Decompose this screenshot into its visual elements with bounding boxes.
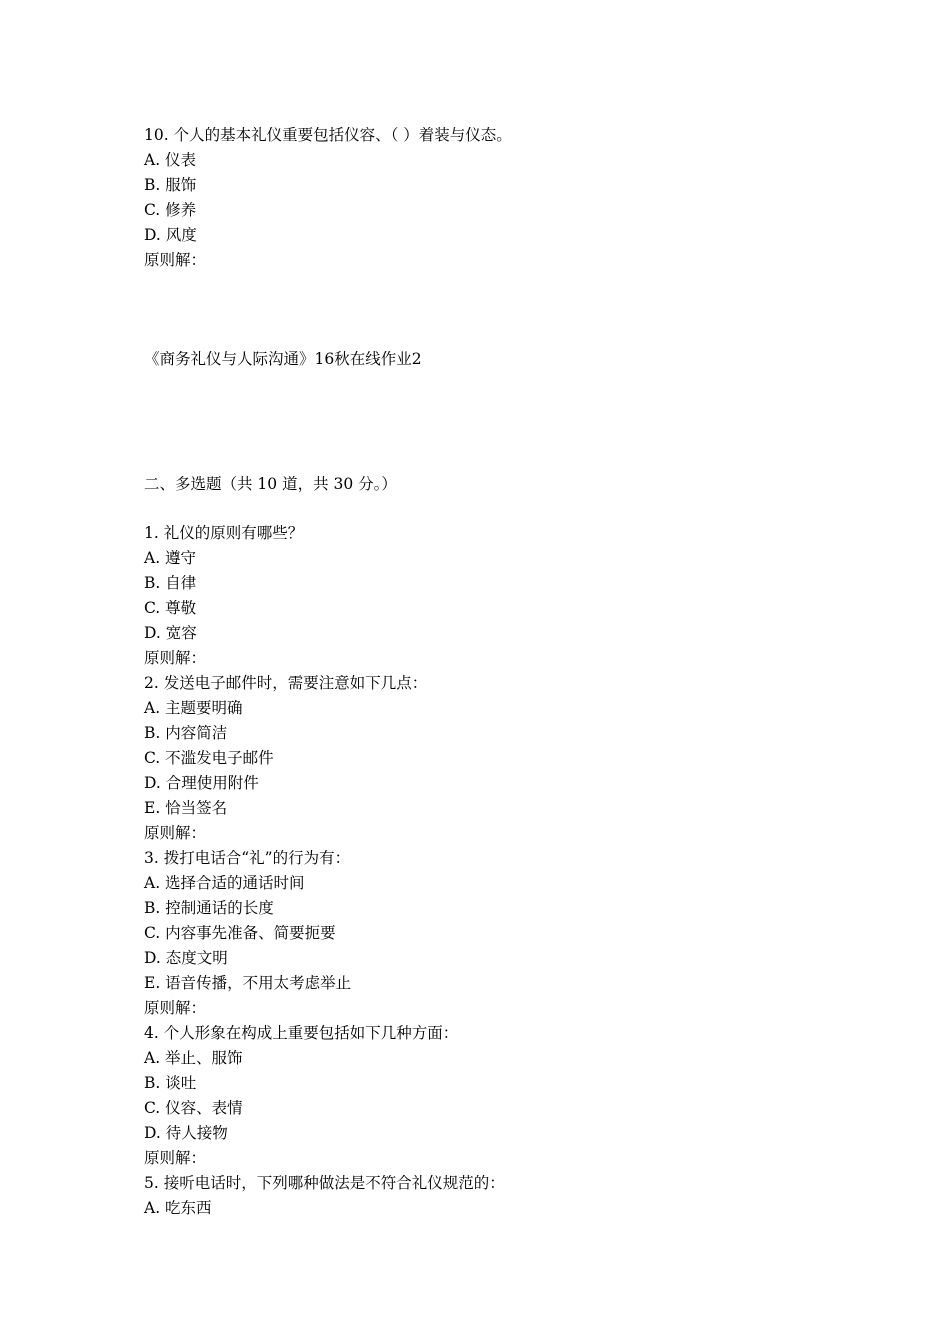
option-d: D. 态度文明 [144,949,228,967]
multi-choice-list [144,521,844,1221]
question-text: 4. 个人形象在构成上重要包括如下几种方面： [144,1024,459,1042]
option-b: B. 谈吐 [144,1074,197,1092]
option-c: C. 内容事先准备、简要扼要 [144,924,336,942]
question-text: 5. 接听电话时，下列哪种做法是不符合礼仪规范的： [144,1174,505,1192]
answer-label: 原则解： [144,999,207,1017]
option-d: D. 风度 [144,226,197,244]
option-c: C. 尊敬 [144,599,197,617]
option-a: A. 主题要明确 [144,699,243,717]
title-text: 《商务礼仪与人际沟通》16秋在线作业2 [144,350,422,368]
answer-label: 原则解： [144,1149,207,1167]
option-b: B. 控制通话的长度 [144,899,274,917]
option-e: E. 恰当签名 [144,799,228,817]
answer-label: 原则解： [144,649,207,667]
question-text: 10. 个人的基本礼仪重要包括仪容、（ ）着装与仪态。 [144,126,512,144]
answer-label: 原则解： [144,251,207,269]
option-a: A. 选择合适的通话时间 [144,874,305,892]
option-e: E. 语音传播，不用太考虑举止 [144,974,352,992]
document-title [144,347,844,372]
option-c: C. 修养 [144,201,197,219]
section-heading [144,472,844,497]
option-b: B. 自律 [144,574,197,592]
option-a: A. 举止、服饰 [144,1049,243,1067]
question-text: 2. 发送电子邮件时，需要注意如下几点： [144,674,428,692]
section-heading-text: 二、多选题（共 10 道，共 30 分。） [144,475,397,493]
option-d: D. 合理使用附件 [144,774,259,792]
option-a: A. 仪表 [144,151,197,169]
option-d: D. 待人接物 [144,1124,228,1142]
option-b: B. 内容简洁 [144,724,228,742]
question-10 [144,123,844,273]
option-d: D. 宽容 [144,624,197,642]
answer-label: 原则解： [144,824,207,842]
option-a: A. 遵守 [144,549,197,567]
question-text: 1. 礼仪的原则有哪些？ [144,524,304,542]
option-c: C. 不滥发电子邮件 [144,749,274,767]
option-a: A. 吃东西 [144,1199,212,1217]
option-c: C. 仪容、表情 [144,1099,243,1117]
option-b: B. 服饰 [144,176,197,194]
question-text: 3. 拨打电话合“礼”的行为有： [144,849,351,867]
